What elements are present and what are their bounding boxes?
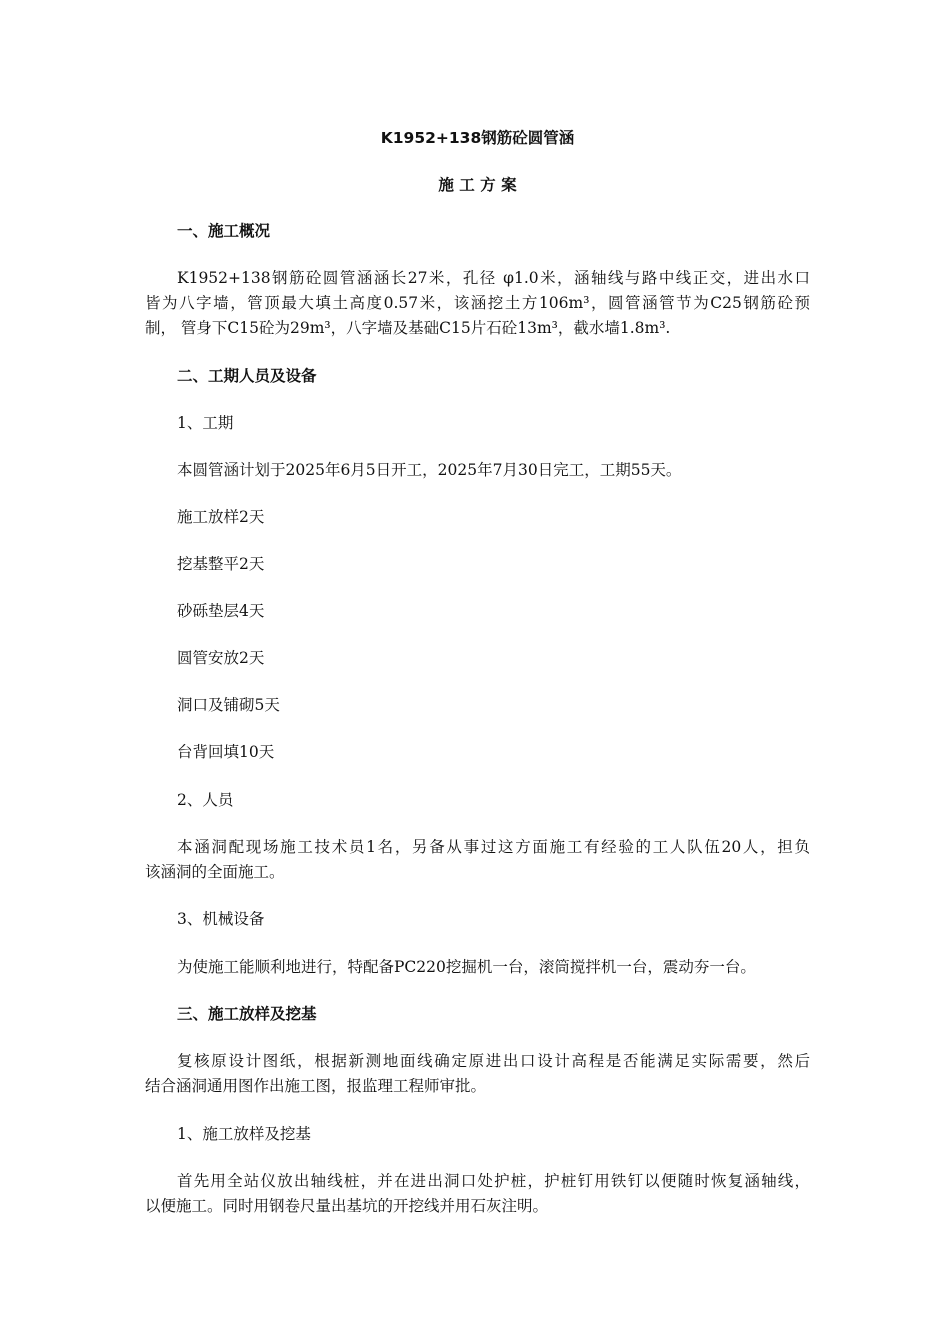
section-1-paragraph <box>145 266 810 341</box>
equipment-text: 为使施工能顺利地进行，特配备PC220挖掘机一台，滚筒搅拌机一台，震动夯一台。 <box>177 958 756 976</box>
schedule-text: 本圆管涵计划于2025年6月5日开工，2025年7月30日完工，工期55天。 <box>177 461 682 479</box>
paragraph-line: K1952+138钢筋砼圆管涵涵长27米，孔径 φ1.0米，涵轴线与路中线正交，进出水口 <box>177 269 810 287</box>
paragraph-line: 该涵洞的全面施工。 <box>145 863 285 881</box>
subsection-layout-heading: 1、施工放样及挖基 <box>177 1125 311 1143</box>
schedule-item: 砂砾垫层4天 <box>177 602 265 620</box>
layout-detail-paragraph <box>145 1169 810 1219</box>
paragraph-line: 复核原设计图纸，根据新测地面线确定原进出口设计高程是否能满足实际需要，然后 <box>177 1052 810 1070</box>
paragraph-line: 本涵洞配现场施工技术员1名，另备从事过这方面施工有经验的工人队伍20人，担负 <box>177 838 810 856</box>
subsection-equipment-heading: 3、机械设备 <box>177 910 265 928</box>
subsection-staff-heading: 2、人员 <box>177 791 234 809</box>
schedule-item: 圆管安放2天 <box>177 649 265 667</box>
section-3-heading: 三、施工放样及挖基 <box>177 1005 317 1023</box>
section-3-intro-paragraph <box>145 1049 810 1099</box>
paragraph-line: 皆为八字墙，管顶最大填土高度0.57米，该涵挖土方106m³，圆管涵管节为C25钢筋砼预 <box>145 294 810 312</box>
schedule-item: 挖基整平2天 <box>177 555 265 573</box>
subsection-schedule-heading: 1、工期 <box>177 414 234 432</box>
section-1-heading: 一、施工概况 <box>177 222 271 240</box>
paragraph-line: 制， 管身下C15砼为29m³，八字墙及基础C15片石砼13m³，截水墙1.8m³. <box>145 319 671 337</box>
section-2-heading: 二、工期人员及设备 <box>177 367 317 385</box>
paragraph-line: 首先用全站仪放出轴线桩，并在进出洞口处护桩，护桩钉用铁钉以便随时恢复涵轴线， <box>177 1172 810 1190</box>
schedule-item: 洞口及铺砌5天 <box>177 696 280 714</box>
paragraph-line: 结合涵洞通用图作出施工图，报监理工程师审批。 <box>145 1077 487 1095</box>
schedule-item: 台背回填10天 <box>177 743 275 761</box>
paragraph-line: 以便施工。同时用钢卷尺量出基坑的开挖线并用石灰注明。 <box>145 1197 549 1215</box>
document-subtitle: 施 工 方 案 <box>438 176 517 194</box>
document-title: K1952+138钢筋砼圆管涵 <box>380 129 575 147</box>
staff-paragraph <box>145 835 810 885</box>
schedule-item: 施工放样2天 <box>177 508 265 526</box>
